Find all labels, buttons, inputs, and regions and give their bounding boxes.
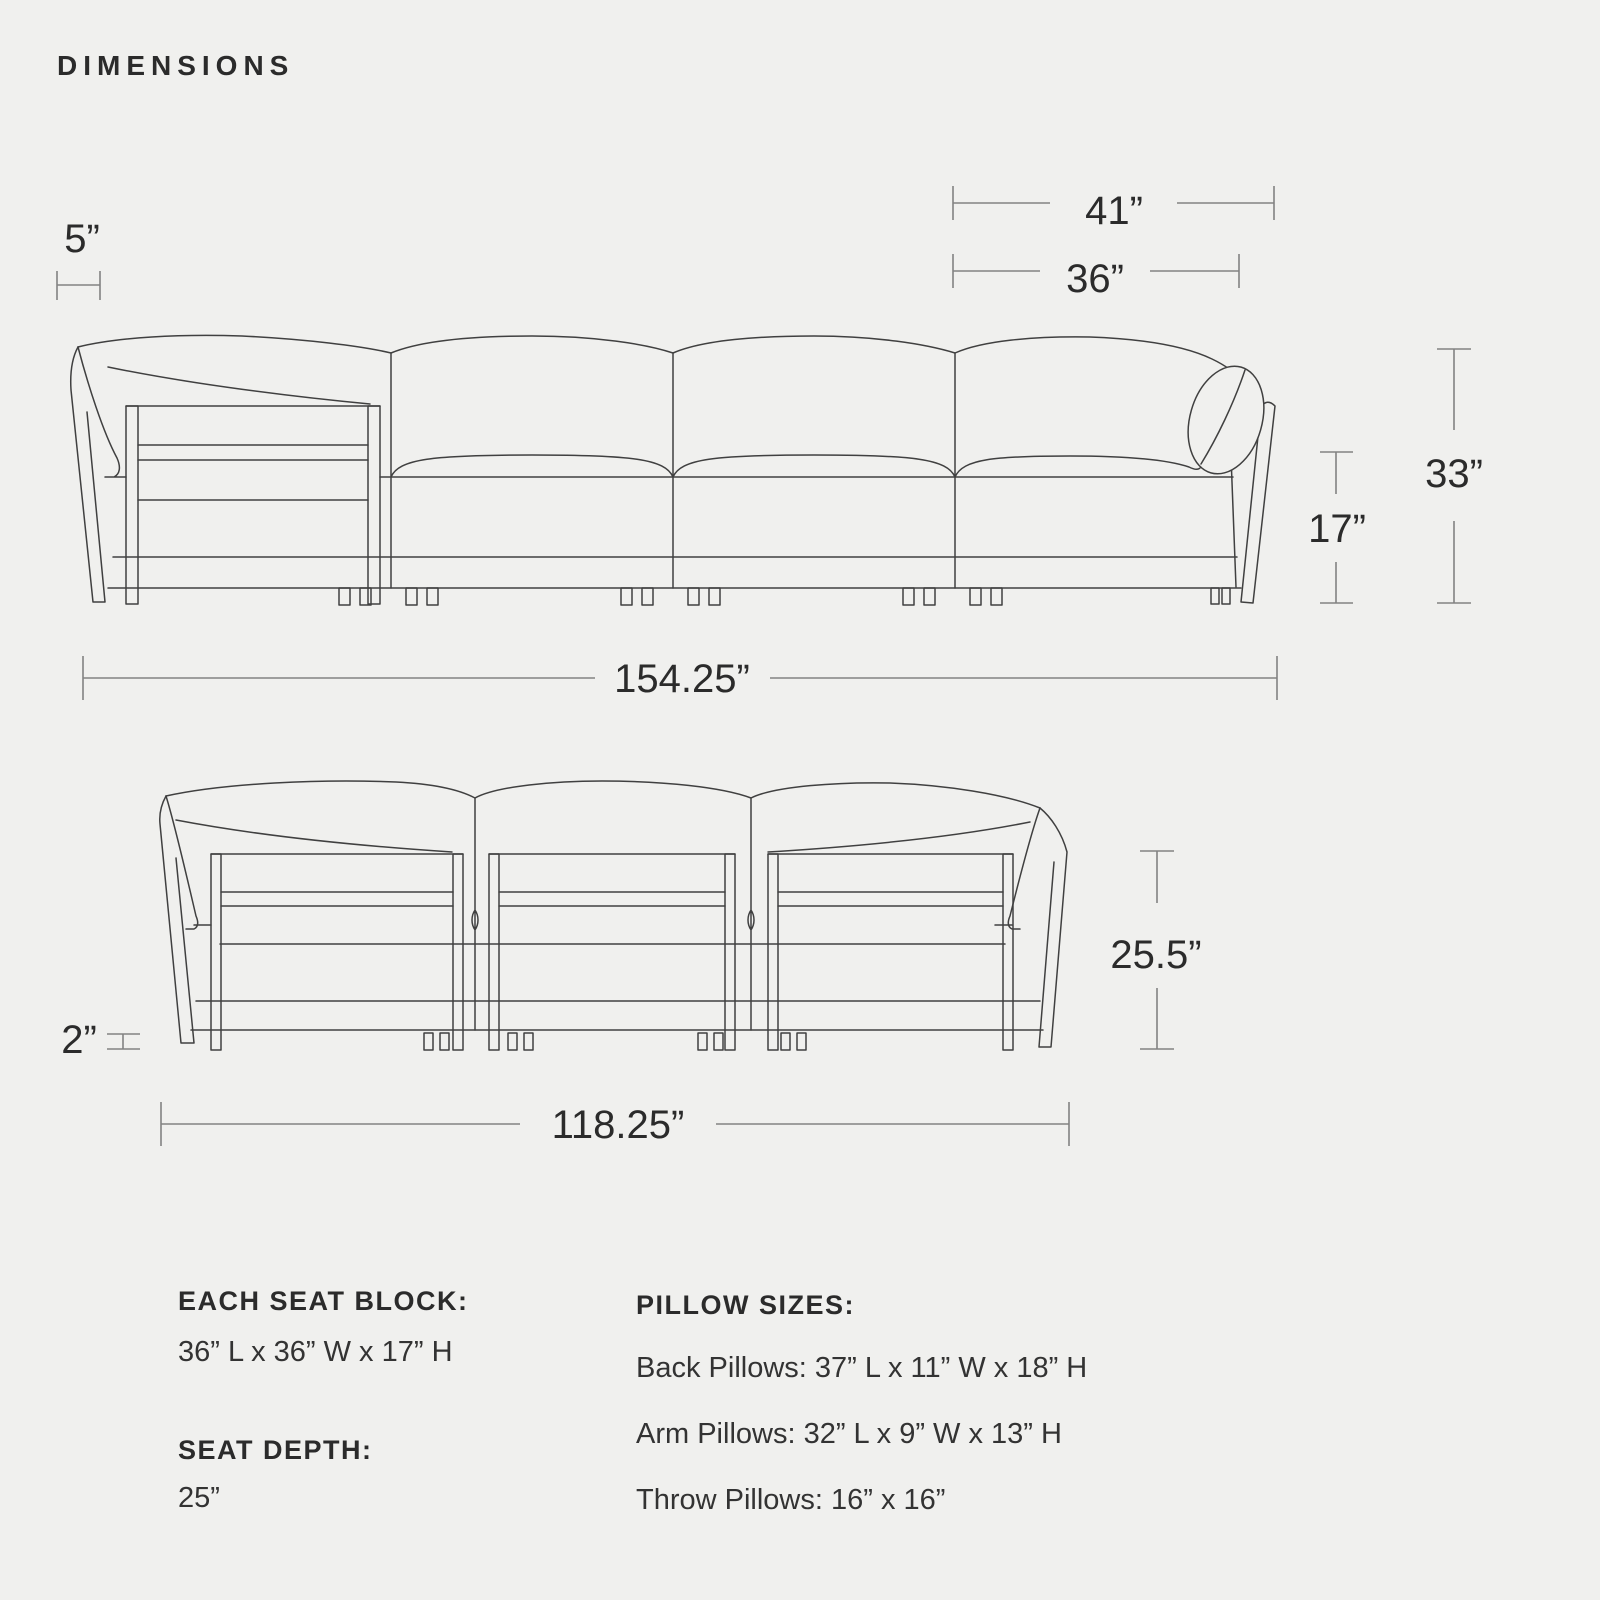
seat-depth-heading-text: SEAT DEPTH: <box>178 1435 373 1465</box>
corner-slat-frame <box>126 406 380 604</box>
section-dividers <box>391 353 955 588</box>
dim-label-total-length: 154.25” <box>614 657 750 701</box>
dim-label-arm-thickness: 5” <box>64 217 100 261</box>
back-gap-dividers <box>472 798 754 1030</box>
back-slat-frame-2 <box>489 854 735 1050</box>
back-view-drawing <box>160 781 1067 1050</box>
dim-label-total-height: 33” <box>1425 452 1483 496</box>
dim-label-seat-height: 17” <box>1308 507 1366 551</box>
back-view-silhouette <box>166 781 1040 808</box>
corner-cushion-edge <box>108 367 370 404</box>
dim-label-back-frame-height: 25.5” <box>1110 933 1202 977</box>
back-left-cushion-edge <box>176 820 452 852</box>
back-base-rails <box>191 944 1043 1030</box>
pillow-arm-text: Arm Pillows: 32” L x 9” W x 13” H <box>636 1418 1062 1450</box>
front-view-drawing <box>71 335 1276 605</box>
seat-block-heading <box>178 1286 469 1317</box>
dim-line-leg-height <box>107 1034 140 1049</box>
left-arm-wedge-inner <box>78 347 126 477</box>
dim-label-leg-height: 2” <box>61 1018 97 1062</box>
pillow-back-text: Back Pillows: 37” L x 11” W x 18” H <box>636 1352 1088 1384</box>
pillow-throw-text: Throw Pillows: 16” x 16” <box>636 1484 946 1516</box>
front-view-legs <box>339 588 1230 605</box>
pillow-sizes-heading <box>636 1290 855 1321</box>
dim-label-end-section: 41” <box>1085 189 1143 233</box>
dim-label-seat-section: 36” <box>1066 257 1124 301</box>
left-arm-wedge <box>71 347 105 602</box>
pillow-arm-line <box>636 1418 1062 1451</box>
pillow-throw-line <box>636 1484 945 1517</box>
seat-depth-value-text: 25” <box>178 1482 220 1514</box>
pillow-back-line <box>636 1352 1087 1385</box>
base-rails <box>108 557 1241 588</box>
back-right-cushion-edge <box>768 822 1030 852</box>
back-right-arm <box>1039 808 1067 1047</box>
dimension-annotations <box>57 186 1483 1147</box>
back-silhouette <box>78 335 1261 407</box>
pillow-sizes-heading-text: PILLOW SIZES: <box>636 1290 855 1320</box>
dim-line-arm-thickness <box>57 271 100 300</box>
back-slat-frame-3 <box>768 854 1013 1050</box>
seat-cushions <box>391 455 1200 477</box>
seat-depth-value <box>178 1482 220 1515</box>
seat-block-value-text: 36” L x 36” W x 17” H <box>178 1336 453 1368</box>
seat-depth-heading <box>178 1435 373 1466</box>
back-view-legs <box>424 1033 806 1050</box>
back-right-arm-inner <box>995 808 1040 929</box>
seat-platform <box>380 456 1236 587</box>
back-left-arm <box>160 796 194 1043</box>
seat-block-value <box>178 1336 453 1369</box>
dim-label-total-depth: 118.25” <box>551 1103 685 1147</box>
page-title: DIMENSIONS <box>57 50 295 81</box>
back-left-arm-inner <box>166 796 211 929</box>
back-slat-frame-1 <box>211 854 463 1050</box>
seat-block-heading-text: EACH SEAT BLOCK: <box>178 1286 469 1316</box>
